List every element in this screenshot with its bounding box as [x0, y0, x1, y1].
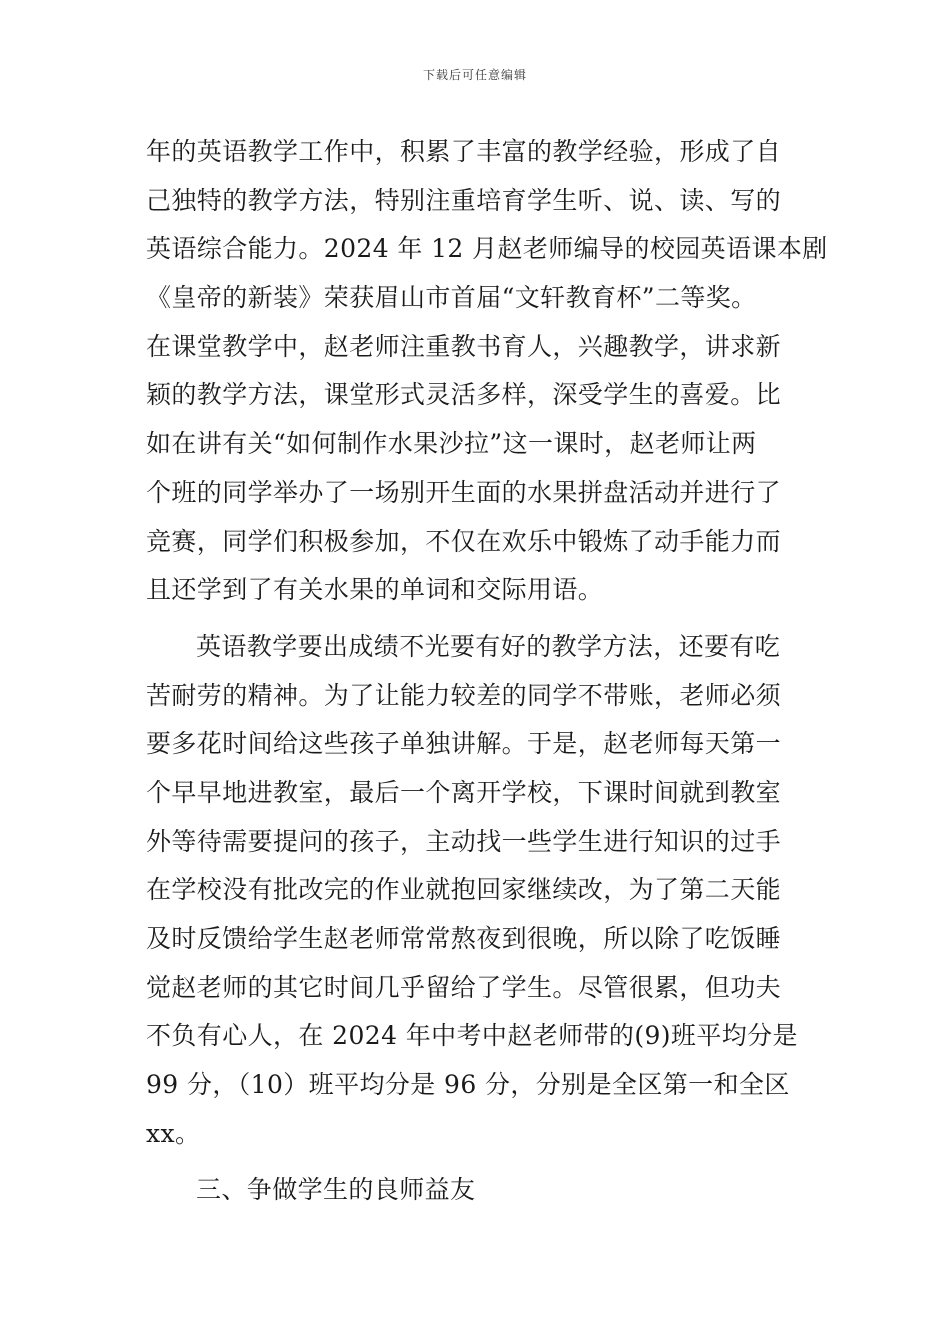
text-line: 个班的同学举办了一场别开生面的水果拼盘活动并进行了: [146, 477, 782, 507]
paragraph-2: [146, 623, 806, 1159]
text-line: xx。: [146, 1118, 201, 1148]
text-line: 如在讲有关“如何制作水果沙拉”这一课时，赵老师让两: [146, 429, 757, 459]
text-line: 苦耐劳的精神。为了让能力较差的同学不带账，老师必须: [146, 680, 782, 710]
paragraph-1: [146, 128, 828, 615]
section-heading-text: 三、争做学生的良师益友: [196, 1175, 476, 1205]
text-line: 英语综合能力。2024 年 12 月赵老师编导的校园英语课本剧: [146, 234, 828, 264]
text-line: 颖的教学方法，课堂形式灵活多样，深受学生的喜爱。比: [146, 380, 782, 410]
header-note: 下载后可任意编辑: [422, 68, 527, 82]
text-line: 个早早地进教室，最后一个离开学校，下课时间就到教室: [146, 777, 782, 807]
text-line: 要多花时间给这些孩子单独讲解。于是，赵老师每天第一: [146, 729, 782, 759]
text-line: 外等待需要提问的孩子，主动找一些学生进行知识的过手: [146, 826, 782, 856]
text-line: 《皇帝的新装》荣获眉山市首届“文轩教育杯”二等奖。: [146, 283, 757, 313]
text-line: 且还学到了有关水果的单词和交际用语。: [146, 575, 604, 605]
section-heading: [146, 1166, 806, 1215]
text-line: 99 分，（10）班平均分是 96 分，分别是全区第一和全区: [146, 1070, 790, 1100]
text-line: 觉赵老师的其它时间几乎留给了学生。尽管很累，但功夫: [146, 972, 782, 1002]
text-line: 及时反馈给学生赵老师常常熬夜到很晚，所以除了吃饭睡: [146, 924, 782, 953]
text-line: 在课堂教学中，赵老师注重教书育人，兴趣教学，讲求新: [146, 331, 782, 361]
text-line: 不负有心人，在 2024 年中考中赵老师带的(9)班平均分是: [146, 1021, 798, 1051]
text-line: 己独特的教学方法，特别注重培育学生听、说、读、写的: [146, 185, 782, 215]
document-body: [146, 128, 828, 1215]
text-line: 英语教学要出成绩不光要有好的教学方法，还要有吃: [196, 631, 781, 661]
text-line: 年的英语教学工作中，积累了丰富的教学经验，形成了自: [146, 137, 782, 166]
text-line: 在学校没有批改完的作业就抱回家继续改，为了第二天能: [146, 875, 782, 905]
text-line: 竞赛，同学们积极参加，不仅在欢乐中锻炼了动手能力而: [146, 526, 782, 556]
